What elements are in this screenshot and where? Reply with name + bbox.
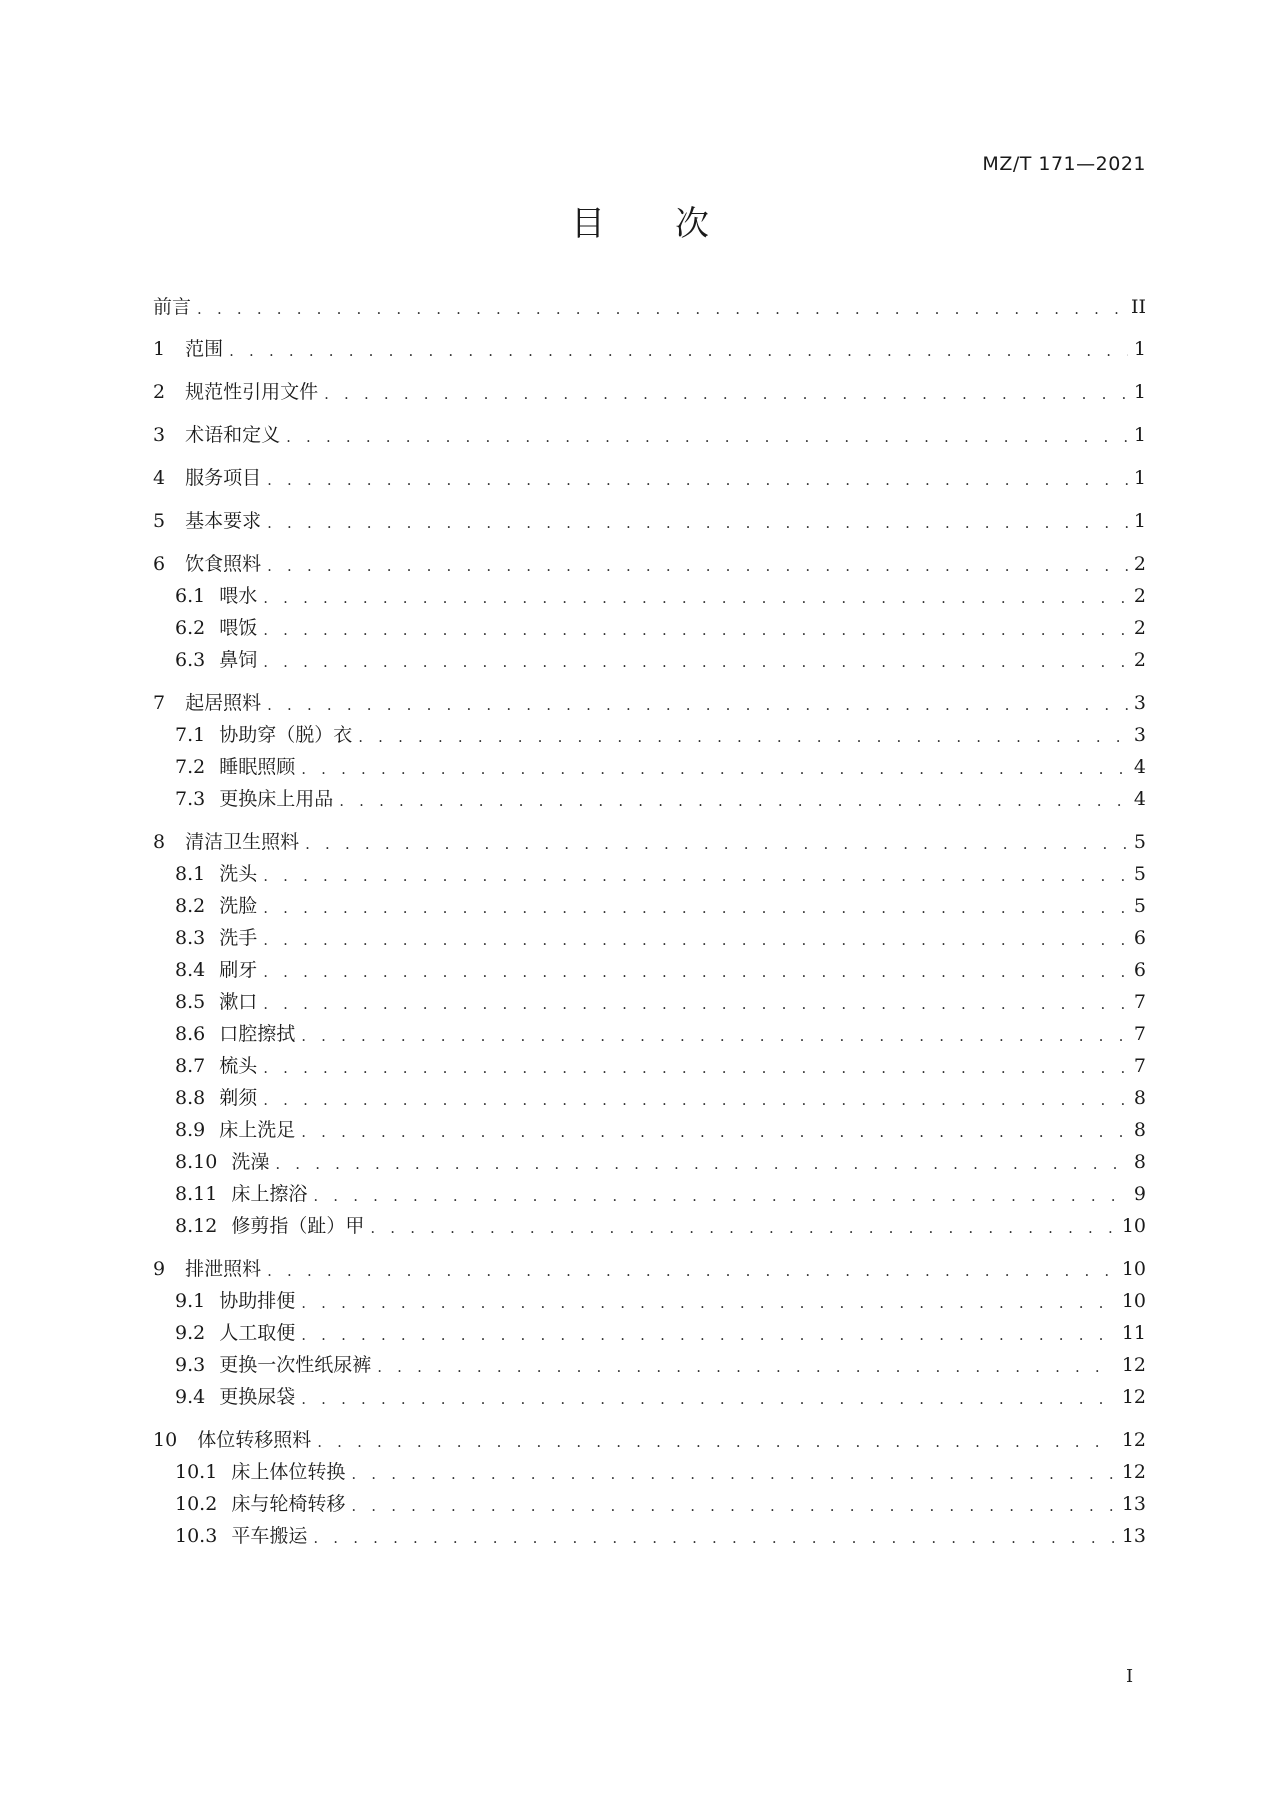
dot-leader bbox=[313, 1529, 1115, 1547]
toc-entry-number: 10.1 bbox=[175, 1461, 218, 1483]
toc-entry[interactable] bbox=[153, 373, 1146, 403]
toc-entry[interactable] bbox=[153, 1250, 1146, 1280]
dot-leader bbox=[301, 760, 1128, 778]
dot-leader bbox=[263, 1091, 1128, 1109]
toc-entry-label: 喂饭 bbox=[219, 617, 258, 639]
toc-entry[interactable] bbox=[153, 459, 1146, 489]
toc-entry-page: 9 bbox=[1133, 1183, 1146, 1205]
toc-entry[interactable] bbox=[175, 919, 1146, 949]
toc-entry-label: 服务项目 bbox=[185, 467, 262, 489]
dot-leader bbox=[339, 792, 1128, 810]
toc-entry-number: 5 bbox=[153, 510, 166, 532]
dot-leader bbox=[358, 728, 1128, 746]
toc-entry-number: 6.2 bbox=[175, 617, 206, 639]
toc-entry-number: 8 bbox=[153, 831, 166, 853]
toc-entry-page: 1 bbox=[1133, 467, 1146, 489]
toc-entry[interactable] bbox=[175, 1378, 1146, 1408]
toc-entry-number: 6.1 bbox=[175, 585, 206, 607]
toc-entry-page: 8 bbox=[1133, 1151, 1146, 1173]
toc-entry[interactable] bbox=[175, 1111, 1146, 1141]
dot-leader bbox=[229, 342, 1128, 360]
toc-entry-number: 9.4 bbox=[175, 1386, 206, 1408]
toc-entry[interactable] bbox=[153, 416, 1146, 446]
dot-leader bbox=[197, 300, 1125, 318]
toc-entry-number: 8.5 bbox=[175, 991, 206, 1013]
toc-entry[interactable] bbox=[153, 502, 1146, 532]
page-number: I bbox=[1126, 1666, 1134, 1687]
toc-entry-page: 1 bbox=[1133, 424, 1146, 446]
toc-entry[interactable] bbox=[175, 748, 1146, 778]
toc-entry-page: 4 bbox=[1133, 756, 1146, 778]
toc-entry-label: 排泄照料 bbox=[185, 1258, 262, 1280]
toc-entry-page: 5 bbox=[1133, 895, 1146, 917]
toc-entry-number: 8.3 bbox=[175, 927, 206, 949]
dot-leader bbox=[267, 1262, 1116, 1280]
toc-entry[interactable] bbox=[175, 855, 1146, 885]
toc-entry-number: 3 bbox=[153, 424, 166, 446]
toc-entry[interactable] bbox=[175, 577, 1146, 607]
toc-entry-page: 12 bbox=[1121, 1386, 1146, 1408]
standard-code: MZ/T 171—2021 bbox=[982, 153, 1146, 175]
toc-entry-label: 床与轮椅转移 bbox=[231, 1493, 346, 1515]
dot-leader bbox=[377, 1358, 1116, 1376]
toc-entry-page: 6 bbox=[1133, 927, 1146, 949]
toc-entry-label: 范围 bbox=[185, 338, 224, 360]
toc-entry-page: 3 bbox=[1133, 724, 1146, 746]
toc-entry-page: 8 bbox=[1133, 1119, 1146, 1141]
toc-entry-page: 2 bbox=[1133, 649, 1146, 671]
toc-entry-page: 5 bbox=[1133, 831, 1146, 853]
toc-entry-number: 9.3 bbox=[175, 1354, 206, 1376]
toc-entry-label: 规范性引用文件 bbox=[185, 381, 319, 403]
dot-leader bbox=[263, 995, 1128, 1013]
toc-entry-page: 1 bbox=[1133, 510, 1146, 532]
toc-entry[interactable] bbox=[175, 1485, 1146, 1515]
toc-entry-label: 更换一次性纸尿裤 bbox=[219, 1354, 372, 1376]
toc-entry-number: 10.2 bbox=[175, 1493, 218, 1515]
toc-entry[interactable] bbox=[175, 1015, 1146, 1045]
toc-entry-page: 7 bbox=[1133, 1055, 1146, 1077]
toc-entry[interactable] bbox=[175, 983, 1146, 1013]
toc-entry-number: 8.12 bbox=[175, 1215, 218, 1237]
toc-entry[interactable] bbox=[175, 1047, 1146, 1077]
toc-entry-number: 9 bbox=[153, 1258, 166, 1280]
toc-entry-label: 起居照料 bbox=[185, 692, 262, 714]
toc-entry-number: 9.1 bbox=[175, 1290, 206, 1312]
toc-entry-page: 10 bbox=[1121, 1290, 1146, 1312]
toc-entry-page: 7 bbox=[1133, 991, 1146, 1013]
toc-entry-label: 剃须 bbox=[219, 1087, 258, 1109]
toc-entry-label: 梳头 bbox=[219, 1055, 258, 1077]
page-title: 目次 bbox=[571, 204, 779, 244]
dot-leader bbox=[263, 867, 1128, 885]
toc-entry-number: 8.8 bbox=[175, 1087, 206, 1109]
dot-leader bbox=[351, 1497, 1115, 1515]
toc-entry-page: 10 bbox=[1121, 1258, 1146, 1280]
toc-entry-page: 12 bbox=[1121, 1354, 1146, 1376]
toc-entry[interactable] bbox=[175, 1143, 1146, 1173]
dot-leader bbox=[301, 1294, 1116, 1312]
toc-entry[interactable] bbox=[175, 1175, 1146, 1205]
dot-leader bbox=[263, 899, 1128, 917]
toc-entry[interactable] bbox=[175, 1314, 1146, 1344]
toc-entry[interactable] bbox=[175, 1282, 1146, 1312]
dot-leader bbox=[263, 963, 1128, 981]
toc-entry[interactable] bbox=[175, 1453, 1146, 1483]
toc-entry[interactable] bbox=[175, 641, 1146, 671]
toc-entry-label: 协助排便 bbox=[219, 1290, 296, 1312]
toc-entry-page: 6 bbox=[1133, 959, 1146, 981]
toc-entry-number: 8.9 bbox=[175, 1119, 206, 1141]
dot-leader bbox=[263, 1059, 1128, 1077]
toc-entry-number: 6 bbox=[153, 553, 166, 575]
toc-entry-label: 饮食照料 bbox=[185, 553, 262, 575]
toc-entry-page: 4 bbox=[1133, 788, 1146, 810]
toc-entry-number: 8.7 bbox=[175, 1055, 206, 1077]
toc-entry-number: 7.1 bbox=[175, 724, 206, 746]
dot-leader bbox=[267, 471, 1128, 489]
toc-entry-label: 洗脸 bbox=[219, 895, 258, 917]
toc-entry-label: 术语和定义 bbox=[185, 424, 281, 446]
dot-leader bbox=[263, 621, 1128, 639]
toc-entry[interactable] bbox=[175, 887, 1146, 917]
toc-entry-page: 8 bbox=[1133, 1087, 1146, 1109]
toc-entry-number: 7 bbox=[153, 692, 166, 714]
dot-leader bbox=[263, 589, 1128, 607]
toc-entry-number: 10.3 bbox=[175, 1525, 218, 1547]
toc-entry-label: 洗澡 bbox=[231, 1151, 270, 1173]
toc-entry-number: 8.1 bbox=[175, 863, 206, 885]
dot-leader bbox=[267, 696, 1128, 714]
toc-entry[interactable] bbox=[175, 780, 1146, 810]
toc-entry-label: 洗手 bbox=[219, 927, 258, 949]
dot-leader bbox=[263, 931, 1128, 949]
toc-entry-label: 修剪指（趾）甲 bbox=[231, 1215, 365, 1237]
dot-leader bbox=[301, 1326, 1116, 1344]
toc-entry-page: 2 bbox=[1133, 553, 1146, 575]
toc-entry-page: 3 bbox=[1133, 692, 1146, 714]
toc-entry-label: 清洁卫生照料 bbox=[185, 831, 300, 853]
toc-entry-label: 前言 bbox=[153, 296, 192, 318]
dot-leader bbox=[275, 1155, 1128, 1173]
toc-entry[interactable] bbox=[175, 1079, 1146, 1109]
toc-entry[interactable] bbox=[175, 1346, 1146, 1376]
dot-leader bbox=[301, 1390, 1116, 1408]
toc-entry-page: II bbox=[1130, 296, 1146, 318]
toc-entry-label: 洗头 bbox=[219, 863, 258, 885]
toc-entry-number: 10 bbox=[153, 1429, 178, 1451]
toc-entry-number: 2 bbox=[153, 381, 166, 403]
toc-entry-label: 平车搬运 bbox=[231, 1525, 308, 1547]
dot-leader bbox=[301, 1027, 1128, 1045]
toc-entry-label: 协助穿（脱）衣 bbox=[219, 724, 353, 746]
toc-entry-page: 13 bbox=[1121, 1525, 1146, 1547]
toc-entry-page: 12 bbox=[1121, 1429, 1146, 1451]
toc-entry[interactable] bbox=[175, 1517, 1146, 1547]
toc-entry-page: 2 bbox=[1133, 617, 1146, 639]
toc-entry-label: 人工取便 bbox=[219, 1322, 296, 1344]
toc-entry-page: 7 bbox=[1133, 1023, 1146, 1045]
toc-entry-label: 体位转移照料 bbox=[197, 1429, 312, 1451]
toc-entry-label: 喂水 bbox=[219, 585, 258, 607]
toc-entry[interactable] bbox=[175, 609, 1146, 639]
toc-entry-number: 9.2 bbox=[175, 1322, 206, 1344]
toc-entry-label: 鼻饲 bbox=[219, 649, 258, 671]
toc-entry-label: 床上擦浴 bbox=[231, 1183, 308, 1205]
toc-entry-label: 睡眠照顾 bbox=[219, 756, 296, 778]
toc-entry-number: 8.11 bbox=[175, 1183, 218, 1205]
toc-entry[interactable] bbox=[175, 1207, 1146, 1237]
toc-entry-number: 8.4 bbox=[175, 959, 206, 981]
dot-leader bbox=[317, 1433, 1116, 1451]
dot-leader bbox=[263, 653, 1128, 671]
toc-entry[interactable] bbox=[153, 330, 1146, 360]
toc-entry[interactable] bbox=[153, 823, 1146, 853]
toc-entry-number: 8.6 bbox=[175, 1023, 206, 1045]
toc-entry-number: 4 bbox=[153, 467, 166, 489]
dot-leader bbox=[267, 514, 1128, 532]
toc-entry[interactable] bbox=[175, 716, 1146, 746]
toc-entry-label: 床上体位转换 bbox=[231, 1461, 346, 1483]
toc-entry-number: 6.3 bbox=[175, 649, 206, 671]
dot-leader bbox=[324, 385, 1128, 403]
toc-entry[interactable] bbox=[175, 951, 1146, 981]
toc-entry-number: 8.2 bbox=[175, 895, 206, 917]
toc-entry-label: 漱口 bbox=[219, 991, 258, 1013]
toc-entry-number: 1 bbox=[153, 338, 166, 360]
toc-entry-page: 1 bbox=[1133, 338, 1146, 360]
dot-leader bbox=[301, 1123, 1128, 1141]
toc-entry[interactable] bbox=[153, 1421, 1146, 1451]
toc-entry-label: 更换尿袋 bbox=[219, 1386, 296, 1408]
toc-entry-label: 床上洗足 bbox=[219, 1119, 296, 1141]
toc-entry-page: 11 bbox=[1121, 1322, 1146, 1344]
dot-leader bbox=[370, 1219, 1115, 1237]
toc-entry[interactable] bbox=[153, 288, 1146, 318]
toc-entry-page: 5 bbox=[1133, 863, 1146, 885]
toc-entry-page: 13 bbox=[1121, 1493, 1146, 1515]
toc-entry-label: 基本要求 bbox=[185, 510, 262, 532]
dot-leader bbox=[286, 428, 1128, 446]
toc-entry-label: 刷牙 bbox=[219, 959, 258, 981]
dot-leader bbox=[305, 835, 1128, 853]
toc-entry-page: 1 bbox=[1133, 381, 1146, 403]
toc-entry[interactable] bbox=[153, 684, 1146, 714]
dot-leader bbox=[267, 557, 1128, 575]
toc-entry-number: 7.3 bbox=[175, 788, 206, 810]
toc-entry-number: 8.10 bbox=[175, 1151, 218, 1173]
toc-entry-number: 7.2 bbox=[175, 756, 206, 778]
toc-entry-page: 2 bbox=[1133, 585, 1146, 607]
dot-leader bbox=[313, 1187, 1128, 1205]
toc-entry-label: 口腔擦拭 bbox=[219, 1023, 296, 1045]
toc-entry[interactable] bbox=[153, 545, 1146, 575]
toc-entry-page: 10 bbox=[1121, 1215, 1146, 1237]
dot-leader bbox=[351, 1465, 1115, 1483]
toc-entry-page: 12 bbox=[1121, 1461, 1146, 1483]
toc-entry-label: 更换床上用品 bbox=[219, 788, 334, 810]
